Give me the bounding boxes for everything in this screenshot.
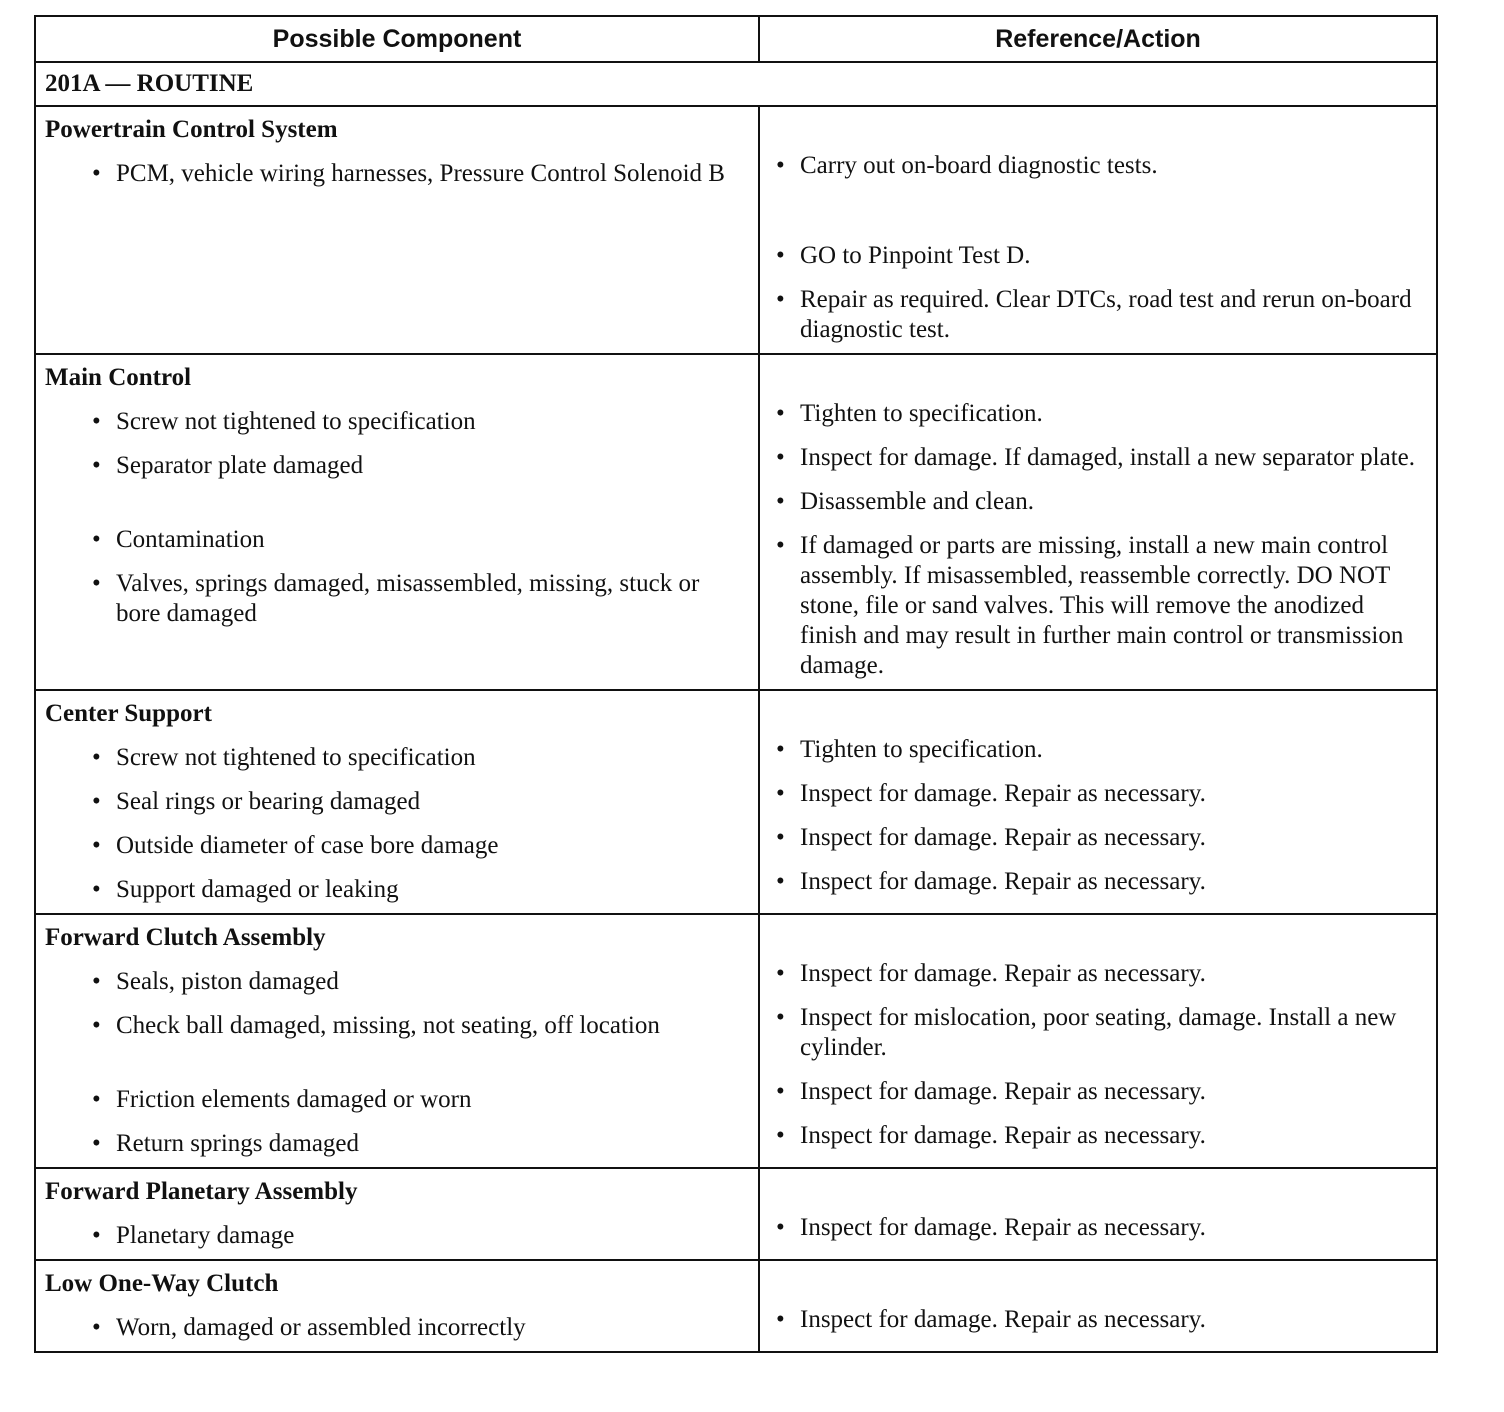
bullet-icon: • — [92, 452, 101, 479]
bullet-icon: • — [776, 400, 785, 427]
bullet-icon: • — [776, 780, 785, 807]
action-item — [760, 1003, 1436, 1063]
bullet-icon: • — [92, 1086, 101, 1113]
action-cell — [759, 354, 1437, 690]
component-text: Friction elements damaged or worn — [116, 1086, 472, 1113]
section-row — [35, 914, 1437, 1168]
routine-label — [35, 62, 1437, 106]
bullet-icon: • — [776, 1004, 785, 1031]
bullet-icon: • — [776, 286, 785, 313]
component-item — [36, 1221, 758, 1251]
diagnostic-table — [34, 15, 1438, 1353]
action-text: Inspect for damage. Repair as necessary. — [800, 824, 1206, 851]
section-title: Center Support — [45, 700, 212, 727]
action-item — [760, 1077, 1436, 1107]
action-text: Inspect for damage. If damaged, install a new separator plate. — [800, 444, 1416, 471]
component-item — [36, 967, 758, 997]
bullet-icon: • — [92, 526, 101, 553]
action-text: Inspect for damage. Repair as necessary. — [800, 1306, 1206, 1333]
header-reference-action: Reference/Action — [759, 16, 1437, 62]
action-item — [760, 1213, 1436, 1243]
section-title: Low One-Way Clutch — [45, 1270, 279, 1297]
component-text: Outside diameter of case bore damage — [116, 832, 499, 859]
action-item — [760, 151, 1436, 181]
component-text: Support damaged or leaking — [116, 876, 399, 903]
section-title: Forward Clutch Assembly — [45, 924, 326, 951]
action-cell — [759, 1168, 1437, 1260]
component-text: Worn, damaged or assembled incorrectly — [116, 1314, 526, 1341]
action-item — [760, 959, 1436, 989]
bullet-icon: • — [92, 968, 101, 995]
action-item — [760, 779, 1436, 809]
component-text: Screw not tightened to specification — [116, 408, 476, 435]
bullet-icon: • — [92, 876, 101, 903]
action-text: Inspect for mislocation, poor seating, damage. Install a new cylinder. — [800, 1004, 1397, 1061]
component-text: PCM, vehicle wiring harnesses, Pressure Control Solenoid B — [116, 160, 725, 187]
action-item — [760, 285, 1436, 345]
component-cell — [35, 1260, 759, 1352]
action-text: Inspect for damage. Repair as necessary. — [800, 1122, 1206, 1149]
component-cell — [35, 106, 759, 354]
component-text: Seals, piston damaged — [116, 968, 339, 995]
section-row — [35, 106, 1437, 354]
action-text: Repair as required. Clear DTCs, road test and rerun on-board diagnostic test. — [800, 286, 1412, 343]
action-cell — [759, 690, 1437, 914]
bullet-icon: • — [92, 160, 101, 187]
bullet-icon: • — [92, 832, 101, 859]
bullet-icon: • — [776, 152, 785, 179]
component-cell — [35, 690, 759, 914]
bullet-icon: • — [776, 1306, 785, 1333]
bullet-icon: • — [92, 570, 101, 597]
component-item — [36, 1129, 758, 1159]
bullet-icon: • — [92, 1222, 101, 1249]
bullet-icon: • — [776, 1078, 785, 1105]
component-cell — [35, 914, 759, 1168]
action-text: Carry out on-board diagnostic tests. — [800, 152, 1158, 179]
bullet-icon: • — [776, 1214, 785, 1241]
component-item — [36, 787, 758, 817]
component-item — [36, 1313, 758, 1343]
action-text: Inspect for damage. Repair as necessary. — [800, 780, 1206, 807]
component-text: Planetary damage — [116, 1222, 295, 1249]
action-text: Disassemble and clean. — [800, 488, 1034, 515]
bullet-icon: • — [776, 824, 785, 851]
component-item — [36, 407, 758, 437]
action-item — [760, 867, 1436, 897]
action-text: Inspect for damage. Repair as necessary. — [800, 1078, 1206, 1105]
action-item — [760, 735, 1436, 765]
action-cell — [759, 1260, 1437, 1352]
bullet-icon: • — [92, 744, 101, 771]
component-text: Check ball damaged, missing, not seating, off location — [116, 1012, 660, 1039]
component-text: Contamination — [116, 526, 265, 553]
component-cell — [35, 354, 759, 690]
component-text: Seal rings or bearing damaged — [116, 788, 421, 815]
action-text: Inspect for damage. Repair as necessary. — [800, 1214, 1206, 1241]
component-item — [36, 569, 758, 629]
bullet-icon: • — [92, 1314, 101, 1341]
section-title: Powertrain Control System — [45, 116, 338, 143]
component-item — [36, 525, 758, 555]
component-item — [36, 743, 758, 773]
header-possible-component: Possible Component — [35, 16, 759, 62]
action-cell — [759, 106, 1437, 354]
bullet-icon: • — [92, 788, 101, 815]
action-text: Tighten to specification. — [800, 400, 1043, 427]
component-item — [36, 1011, 758, 1041]
section-title: Forward Planetary Assembly — [45, 1178, 358, 1205]
component-text: Valves, springs damaged, misassembled, missing, stuck or bore damaged — [116, 570, 700, 627]
action-text: If damaged or parts are missing, install a new main control assembly. If misassembled, reassemble correctly. DO NOT stone, file or sand valves. This will remove the anodized finish and may result in further main control or transmission damage. — [800, 532, 1404, 679]
section-row — [35, 690, 1437, 914]
section-row — [35, 1168, 1437, 1260]
routine-row — [35, 62, 1437, 106]
bullet-icon: • — [776, 1122, 785, 1149]
action-text: GO to Pinpoint Test D. — [800, 242, 1031, 269]
bullet-icon: • — [92, 408, 101, 435]
action-item — [760, 443, 1436, 473]
action-item — [760, 823, 1436, 853]
component-text: Screw not tightened to specification — [116, 744, 476, 771]
action-cell — [759, 914, 1437, 1168]
diagnostic-table-page — [34, 15, 1436, 1353]
component-item — [36, 159, 758, 189]
routine-label-text: 201A — ROUTINE — [45, 70, 254, 97]
action-text: Tighten to specification. — [800, 736, 1043, 763]
action-text: Inspect for damage. Repair as necessary. — [800, 868, 1206, 895]
bullet-icon: • — [776, 444, 785, 471]
section-row — [35, 1260, 1437, 1352]
bullet-icon: • — [776, 960, 785, 987]
bullet-icon: • — [92, 1130, 101, 1157]
action-item — [760, 531, 1436, 681]
component-item — [36, 831, 758, 861]
component-item — [36, 875, 758, 905]
bullet-icon: • — [776, 532, 785, 559]
bullet-icon: • — [776, 736, 785, 763]
section-title: Main Control — [45, 364, 192, 391]
action-item — [760, 1305, 1436, 1335]
action-item — [760, 1121, 1436, 1151]
component-text: Return springs damaged — [116, 1130, 360, 1157]
component-cell — [35, 1168, 759, 1260]
header-row — [35, 16, 1437, 62]
component-text: Separator plate damaged — [116, 452, 364, 479]
component-item — [36, 451, 758, 481]
action-item — [760, 241, 1436, 271]
action-item — [760, 399, 1436, 429]
action-text: Inspect for damage. Repair as necessary. — [800, 960, 1206, 987]
bullet-icon: • — [776, 868, 785, 895]
section-row — [35, 354, 1437, 690]
bullet-icon: • — [776, 488, 785, 515]
action-item — [760, 487, 1436, 517]
bullet-icon: • — [776, 242, 785, 269]
component-item — [36, 1085, 758, 1115]
bullet-icon: • — [92, 1012, 101, 1039]
